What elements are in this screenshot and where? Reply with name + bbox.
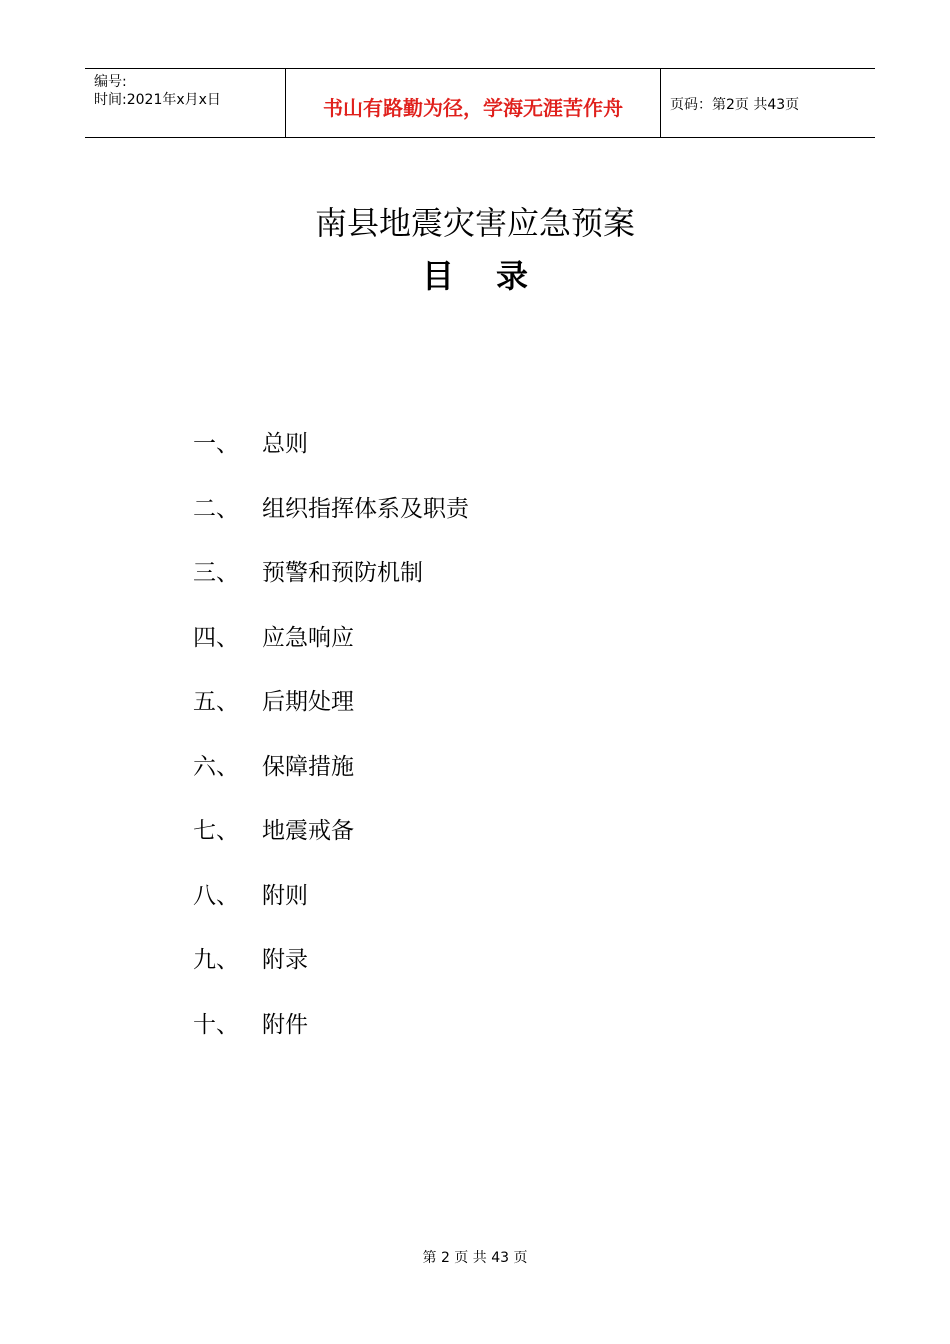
header-page-cell — [660, 69, 875, 137]
toc-item-number: 九、 — [193, 947, 239, 973]
toc-item-label: 附录 — [262, 947, 308, 973]
toc-item-number: 七、 — [193, 818, 239, 844]
toc-item-number: 八、 — [193, 882, 239, 909]
toc-item-label: 后期处理 — [262, 689, 354, 715]
toc-item-number: 三、 — [193, 560, 239, 586]
document-title: 南县地震灾害应急预案 — [314, 204, 635, 242]
toc-item-number: 四、 — [193, 624, 239, 651]
toc-item-label: 附则 — [262, 882, 308, 909]
header-page-info: 页码：第2页 共43页 — [670, 97, 800, 113]
toc-item-label: 预警和预防机制 — [262, 560, 423, 586]
page-footer: 第 2 页 共 43 页 — [422, 1250, 528, 1266]
toc-item-label: 应急响应 — [262, 624, 354, 651]
toc-item-number: 十、 — [193, 1011, 239, 1038]
toc-item-label: 组织指挥体系及职责 — [262, 495, 469, 522]
toc-item-number: 五、 — [193, 689, 239, 715]
number-label: 编号: — [94, 74, 127, 90]
header-motto-cell — [285, 69, 661, 137]
page-header — [85, 68, 875, 138]
toc-heading: 目录 — [421, 257, 570, 295]
toc-item-label: 保障措施 — [262, 753, 354, 780]
toc-item-label: 总则 — [262, 431, 308, 457]
date-label: 时间:2021年x月x日 — [94, 92, 221, 108]
toc-item-number: 六、 — [193, 753, 239, 780]
toc-item-label: 地震戒备 — [262, 818, 354, 844]
toc-item-number: 一、 — [193, 431, 239, 457]
toc-item-number: 二、 — [193, 495, 239, 522]
toc-item-label: 附件 — [262, 1011, 308, 1038]
header-meta-cell — [85, 69, 285, 137]
header-motto: 书山有路勤为径，学海无涯苦作舟 — [323, 96, 623, 120]
